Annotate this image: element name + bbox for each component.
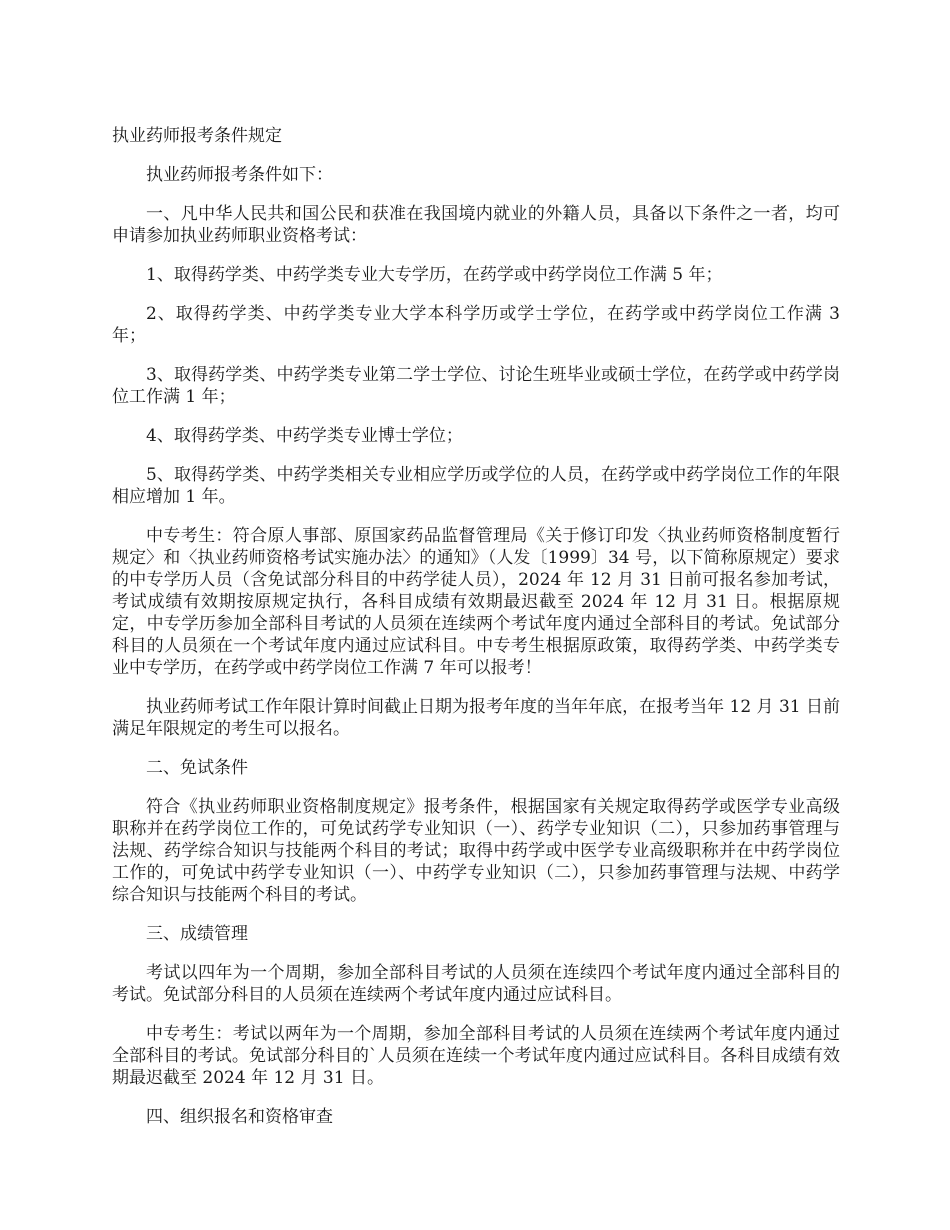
- paragraph-section-1: 一、凡中华人民共和国公民和获准在我国境内就业的外籍人员，具备以下条件之一者，均可申请参加执业药师职业资格考试：: [112, 204, 840, 246]
- paragraph-score-cycle: 考试以四年为一个周期，参加全部科目考试的人员须在连续四个考试年度内通过全部科目的考试。免试部分科目的人员须在连续两个考试年度内通过应试科目。: [112, 963, 840, 1005]
- paragraph-condition-5: 5、取得药学类、中药学类相关专业相应学历或学位的人员，在药学或中药学岗位工作的年限相应增加 1 年。: [112, 465, 840, 507]
- paragraph-condition-2: 2、取得药学类、中药学类专业大学本科学历或学士学位，在药学或中药学岗位工作满 3 年；: [112, 304, 840, 346]
- paragraph-exemption-details: 符合《执业药师职业资格制度规定》报考条件，根据国家有关规定取得药学或医学专业高级职称并在药学岗位工作的，可免试药学专业知识（一）、药学专业知识（二），只参加药事管理与法规、药学综合知识与技能两个科目的考试；取得中药学或中医学专业高级职称并在中药学岗位工作的，可免试中药学专业知识（一）、中药学专业知识（二），只参加药事管理与法规、中药学综合知识与技能两个科目的考试。: [112, 797, 840, 905]
- paragraph-work-years-calculation: 执业药师考试工作年限计算时间截止日期为报考年度的当年年底，在报考当年 12 月 31 日前满足年限规定的考生可以报名。: [112, 697, 840, 739]
- document-page: [112, 125, 840, 1128]
- heading-exemption-conditions: 二、免试条件: [146, 758, 248, 778]
- paragraph-vocational-candidates: 中专考生：符合原人事部、原国家药品监督管理局《关于修订印发〈执业药师资格制度暂行规定〉和〈执业药师资格考试实施办法〉的通知》（人发〔1999〕34 号，以下简称原规定）要求的中专学历人员（含免试部分科目的中药学徒人员），2024 年 12 月 31 日前可报名参加考试，考试成绩有效期按原规定执行，各科目成绩有效期最迟截至 2024 年 12 月 31 日。根据原规定，中专学历参加全部科目考试的人员须在连续两个考试年度内通过全部科目的考试。免试部分科目的人员须在一个考试年度内通过应试科目。中专考生根据原政策，取得药学类、中药学类专业中专学历，在药学或中药学岗位工作满 7 年可以报考！: [112, 526, 840, 678]
- paragraph-intro: 执业药师报考条件如下：: [146, 165, 333, 185]
- paragraph-condition-1: 1、取得药学类、中药学类专业大专学历，在药学或中药学岗位工作满 5 年；: [146, 265, 723, 285]
- paragraph-condition-4: 4、取得药学类、中药学类专业博士学位；: [146, 426, 463, 446]
- document-title: 执业药师报考条件规定: [112, 126, 282, 146]
- heading-score-management: 三、成绩管理: [146, 924, 248, 944]
- heading-registration-review: 四、组织报名和资格审查: [146, 1107, 333, 1127]
- paragraph-condition-3: 3、取得药学类、中药学类专业第二学士学位、讨论生班毕业或硕士学位，在药学或中药学岗位工作满 1 年；: [112, 365, 840, 407]
- paragraph-vocational-score-cycle: 中专考生：考试以两年为一个周期，参加全部科目考试的人员须在连续两个考试年度内通过全部科目的考试。免试部分科目的`人员须在连续一个考试年度内通过应试科目。各科目成绩有效期最迟截至 2024 年 12 月 31 日。: [112, 1024, 840, 1088]
